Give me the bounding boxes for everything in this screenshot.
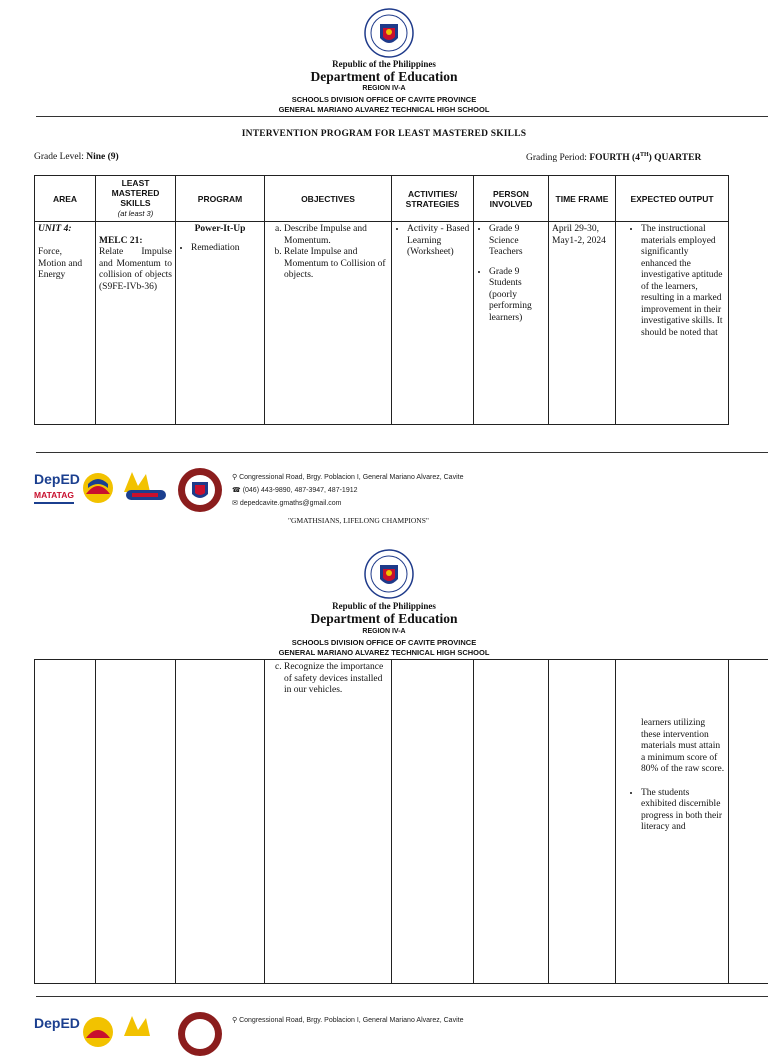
intervention-table-continued xyxy=(34,659,768,984)
person-item-students: • Grade 9 Students (poorly performing learners) xyxy=(489,267,545,325)
grading-period xyxy=(526,152,701,163)
cell-extra xyxy=(729,660,768,984)
department-title: Department of Education xyxy=(0,69,768,85)
footer-rule xyxy=(36,996,768,997)
cell-skills xyxy=(96,660,176,984)
cell-person xyxy=(474,660,549,984)
location-icon: ⚲ xyxy=(232,474,237,481)
location-icon: ⚲ xyxy=(232,1017,237,1024)
cell-output xyxy=(616,660,729,984)
deped-seal-icon xyxy=(364,549,414,599)
header-objectives: OBJECTIVES xyxy=(265,176,392,222)
footer-email: ✉ depedcavite.gmaths@gmail.com xyxy=(232,497,463,510)
sdo-cavite-logo-icon xyxy=(124,1016,150,1036)
republic-line: Republic of the Philippines xyxy=(0,601,768,611)
cell-area xyxy=(35,222,96,425)
division-line: SCHOOLS DIVISION OFFICE OF CAVITE PROVINCE xyxy=(0,638,768,647)
objective-b: b. Relate Impulse and Momentum to Collision of objects. xyxy=(284,247,388,282)
deped-logo-text: DepED xyxy=(34,1015,80,1031)
grading-period-value: FOURTH (4TH) QUARTER xyxy=(589,153,701,163)
grade-level xyxy=(34,152,119,162)
grading-period-label: Grading Period: xyxy=(526,153,587,163)
cell-activities xyxy=(392,660,474,984)
header-output: EXPECTED OUTPUT xyxy=(616,176,729,222)
cell-activities xyxy=(392,222,474,425)
footer-rule xyxy=(36,452,768,453)
cell-person xyxy=(474,222,549,425)
footer-logos xyxy=(32,1008,232,1060)
footer-address: ⚲ Congressional Road, Brgy. Poblacion I, General Mariano Alvarez, Cavite xyxy=(232,1014,463,1027)
school-line: GENERAL MARIANO ALVAREZ TECHNICAL HIGH SCHOOL xyxy=(0,648,768,657)
footer-contact xyxy=(232,471,463,510)
header-timeframe: TIME FRAME xyxy=(549,176,616,222)
cell-objectives xyxy=(265,222,392,425)
header-area: AREA xyxy=(35,176,96,222)
program-item: • Remediation xyxy=(191,243,261,255)
sdo-cavite-logo-icon xyxy=(124,472,166,500)
footer-contact xyxy=(232,1014,463,1027)
person-item-teachers: • Grade 9 Science Teachers xyxy=(489,224,545,259)
grade-level-label: Grade Level: xyxy=(34,152,84,162)
cell-timeframe xyxy=(549,660,616,984)
bagong-pilipinas-logo-icon xyxy=(83,473,113,503)
deped-logo-text: DepED xyxy=(34,471,80,487)
header-activities: ACTIVITIES/ STRATEGIES xyxy=(392,176,474,222)
header-skills: LEAST MASTERED SKILLS (at least 3) xyxy=(96,176,176,222)
melc-label: MELC 21: xyxy=(99,236,143,246)
output-item-1-cont: learners utilizing these intervention materials must attain a minimum score of 80% of the raw score. xyxy=(619,718,725,776)
department-title: Department of Education xyxy=(0,611,768,627)
activity-item: • Activity - Based Learning (Worksheet) xyxy=(407,224,470,259)
footer-address: ⚲ Congressional Road, Brgy. Poblacion I, General Mariano Alvarez, Cavite xyxy=(232,471,463,484)
objective-a: a. Describe Impulse and Momentum. xyxy=(284,224,388,247)
school-gear-logo-icon xyxy=(178,1012,222,1056)
output-item-1: • The instructional materials employed significantly enhanced the investigative aptitude of the learners, resulting in a marked improvement in their investigative skills. It should be noted that xyxy=(641,224,725,339)
cell-objectives xyxy=(265,660,392,984)
division-line: SCHOOLS DIVISION OFFICE OF CAVITE PROVINCE xyxy=(0,95,768,104)
header-rule xyxy=(36,116,768,117)
table-row xyxy=(35,660,768,984)
bagong-pilipinas-logo-icon xyxy=(83,1017,113,1047)
cell-timeframe: April 29-30, May1-2, 2024 xyxy=(549,222,616,425)
intervention-table xyxy=(34,175,729,425)
deped-matatag-logo-icon xyxy=(34,1015,80,1031)
cell-output xyxy=(616,222,729,425)
objective-c: c. Recognize the importance of safety devices installed in our vehicles. xyxy=(284,662,388,697)
deped-matatag-logo-icon xyxy=(34,471,80,504)
output-item-2: • The students exhibited discernible progress in both their literacy and xyxy=(641,788,725,834)
area-unit: UNIT 4: xyxy=(38,224,72,234)
cell-program xyxy=(176,222,265,425)
deped-seal-icon xyxy=(364,8,414,58)
cell-skills xyxy=(96,222,176,425)
grade-level-value: Nine (9) xyxy=(86,152,118,162)
table-header-row xyxy=(35,176,729,222)
region-line: REGION IV-A xyxy=(0,85,768,92)
cell-area xyxy=(35,660,96,984)
school-gear-logo-icon xyxy=(178,468,222,512)
header-person: PERSON INVOLVED xyxy=(474,176,549,222)
cell-program xyxy=(176,660,265,984)
republic-line: Republic of the Philippines xyxy=(0,59,768,69)
footer-logos xyxy=(32,464,232,516)
melc-text: Relate Impulse and Momentum to collision of objects (S9FE-IVb-36) xyxy=(99,247,172,292)
mail-icon: ✉ xyxy=(232,500,238,507)
phone-icon: ☎ xyxy=(232,487,241,494)
table-row xyxy=(35,222,729,425)
school-line: GENERAL MARIANO ALVAREZ TECHNICAL HIGH SCHOOL xyxy=(0,105,768,114)
matatag-logo-text: MATATAG xyxy=(34,490,74,500)
footer-motto: "GMATHSIANS, LIFELONG CHAMPIONS" xyxy=(288,516,429,525)
footer-phone: ☎ (046) 443-9890, 487-3947, 487-1912 xyxy=(232,484,463,497)
header-skills-note: (at least 3) xyxy=(118,209,153,218)
program-title: Power-It-Up xyxy=(195,224,246,234)
header-program: PROGRAM xyxy=(176,176,265,222)
document-title: INTERVENTION PROGRAM FOR LEAST MASTERED SKILLS xyxy=(0,129,768,139)
region-line: REGION IV-A xyxy=(0,628,768,635)
area-text: Force, Motion and Energy xyxy=(38,247,82,280)
